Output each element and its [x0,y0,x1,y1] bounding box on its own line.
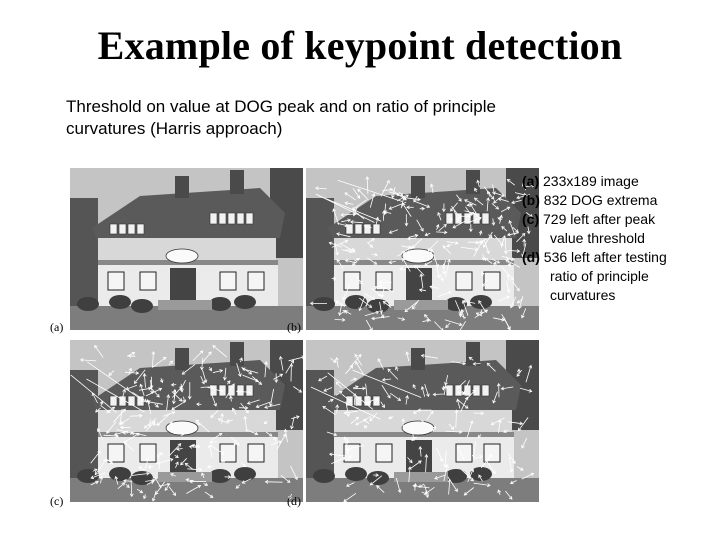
caption-b [522,191,712,210]
caption-b-tag: (b) [522,192,540,208]
caption-d-text-1: 536 left after testing [539,249,667,265]
caption-d-text-3: curvatures [550,287,616,303]
slide-title: Example of keypoint detection [97,23,623,68]
caption-c-text-1: 729 left after peak [539,211,656,227]
subtitle-line-1: Threshold on value at DOG peak and on ratio of principle [66,97,496,116]
panel-label-b: (b) [287,320,301,334]
panel-label-d: (d) [287,494,301,508]
caption-b-text: 832 DOG extrema [539,192,658,208]
caption-d-text-2: ratio of principle [550,268,649,284]
panel-label-c: (c) [50,494,64,508]
caption-a [522,172,712,191]
caption-c-tag: (c) [522,211,540,227]
keypoint-image-d [306,340,539,502]
caption-a-tag: (a) [522,173,540,189]
slide-subtitle [66,96,626,140]
caption-a-text: 233x189 image [539,173,639,189]
caption-d-tag: (d) [522,249,540,265]
keypoint-image-b [306,168,539,330]
caption-c-text-2: value threshold [550,230,645,246]
panel-label-a: (a) [50,320,64,334]
caption-list [522,172,712,305]
subtitle-line-2: curvatures (Harris approach) [66,119,283,138]
caption-d [522,248,712,305]
house-image-a [70,168,303,330]
keypoint-image-c [70,340,303,502]
caption-c [522,210,712,248]
